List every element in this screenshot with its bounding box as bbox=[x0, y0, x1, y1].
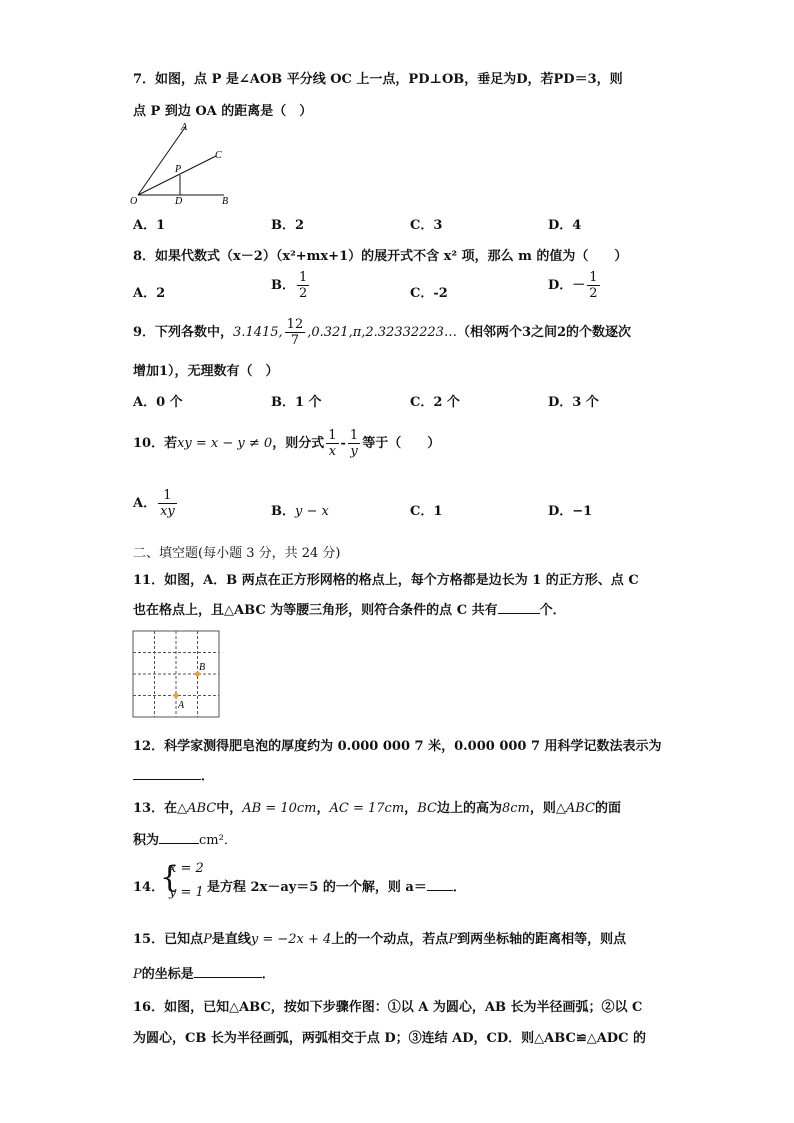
q13-bc: BC bbox=[417, 801, 437, 816]
q14-brace: { bbox=[160, 860, 180, 895]
q9-option-c: C．2 个 bbox=[410, 395, 460, 410]
q12-line1: 12．科学家测得肥皂泡的厚度约为 0.000 000 7 米，0.000 000 7 用科学记数法表示为 bbox=[133, 739, 662, 754]
q11-label-b: B bbox=[199, 662, 206, 673]
q13-mid2: 边上的高为 bbox=[436, 801, 502, 816]
q10-condition: xy = x − y ≠ 0 bbox=[177, 436, 273, 451]
q15-line2-text: 的坐标是 bbox=[141, 967, 194, 982]
q10-option-d: D．−1 bbox=[548, 504, 593, 519]
q14-line bbox=[207, 876, 466, 895]
q10-option-a-den: xy bbox=[160, 504, 175, 519]
q13-line1 bbox=[133, 797, 621, 816]
q15-point-p: P bbox=[203, 932, 212, 947]
q8-option-a: A．2 bbox=[133, 286, 166, 301]
q8-option-d bbox=[548, 270, 602, 301]
q7-label-a: A bbox=[181, 122, 188, 133]
q9-prefix: 9．下列各数中， bbox=[133, 325, 234, 340]
q11-line2 bbox=[133, 599, 566, 618]
q11-label-a: A bbox=[178, 700, 185, 711]
q13-prefix: 13．在 bbox=[133, 801, 178, 816]
q15-mid2: 上的一个动点，若点 bbox=[331, 932, 449, 947]
q10-option-a-num: 1 bbox=[158, 488, 177, 504]
q12-answer-blank bbox=[133, 779, 201, 780]
q8-option-d-den: 2 bbox=[589, 286, 598, 301]
q15-answer-blank bbox=[194, 977, 262, 978]
q10-fraction-1 bbox=[326, 428, 338, 459]
q9-rest: ,0.321,π,2.32332223… bbox=[307, 325, 457, 340]
q8-option-d-label: D．－ bbox=[548, 278, 586, 293]
q15-line2-end: ． bbox=[261, 967, 275, 982]
q15-line-equation: y = −2x + 4 bbox=[250, 932, 332, 947]
q11-point-a bbox=[174, 693, 179, 698]
q13-unit: cm²． bbox=[199, 833, 237, 848]
q13-ac: AC = 17cm bbox=[329, 801, 405, 816]
q9-line2: 增加1），无理数有（ ） bbox=[133, 364, 279, 379]
q7-label-o: O bbox=[130, 196, 138, 207]
q10-option-b-expr: y − x bbox=[295, 504, 329, 519]
q10-option-b bbox=[271, 500, 329, 519]
q14-answer-blank bbox=[427, 890, 453, 891]
q15-point-p-3: P bbox=[133, 967, 142, 982]
q11-answer-blank bbox=[498, 613, 540, 614]
q10-prefix: 10．若 bbox=[133, 436, 178, 451]
q13-mid3: ，则 bbox=[529, 801, 556, 816]
q9-suffix: （相邻两个3之间2的个数逐次 bbox=[456, 325, 632, 340]
q9-frac-num: 12 bbox=[286, 317, 304, 332]
q10-mid: ，则分式 bbox=[272, 436, 325, 451]
q13-triangle: △ABC bbox=[177, 801, 217, 816]
q8-option-c: C．-2 bbox=[410, 286, 448, 301]
section-2-heading: 二、填空题(每小题 3 分，共 24 分) bbox=[133, 546, 341, 561]
q11-line2-end: 个． bbox=[539, 603, 566, 618]
q7-option-a: A．1 bbox=[133, 218, 166, 233]
q9-fraction bbox=[285, 317, 306, 348]
q11-grid-figure bbox=[132, 630, 222, 720]
q10-f2-den: y bbox=[350, 444, 358, 459]
q9-line1 bbox=[133, 317, 631, 348]
q7-figure bbox=[128, 120, 248, 208]
q10-option-b-label: B． bbox=[271, 504, 295, 519]
q15-mid3: 到两坐标轴的距离相等，则点 bbox=[457, 932, 627, 947]
q8-option-b bbox=[271, 270, 311, 301]
q7-label-c: C bbox=[215, 150, 222, 161]
q7-line2: 点 P 到边 OA 的距离是（ ） bbox=[133, 104, 313, 119]
q8-option-d-num: 1 bbox=[589, 270, 598, 285]
q16-line1: 16．如图，已知△ABC，按如下步骤作图：①以 A 为圆心，AB 长为半径画弧；②以 C bbox=[133, 1000, 643, 1015]
q14-end: ． bbox=[452, 880, 466, 895]
q8-option-b-num: 1 bbox=[299, 270, 308, 285]
q13-ab: AB = 10cm bbox=[242, 801, 317, 816]
q10-option-a-label: A． bbox=[133, 496, 157, 511]
q9-option-d: D．3 个 bbox=[548, 395, 599, 410]
q11-line1: 11．如图，A．B 两点在正方形网格的格点上，每个方格都是边长为 1 的正方形、点 C bbox=[133, 573, 639, 588]
q13-mid1: 中， bbox=[216, 801, 243, 816]
q9-option-a: A．0 个 bbox=[133, 395, 183, 410]
q15-prefix: 15．已知点 bbox=[133, 932, 204, 947]
q10-minus: - bbox=[340, 436, 346, 451]
q10-option-a-fraction bbox=[158, 488, 177, 519]
q14-prefix: 14． bbox=[133, 880, 165, 895]
q10-f2-num: 1 bbox=[349, 428, 359, 443]
q7-option-c: C．3 bbox=[410, 218, 443, 233]
q13-end: 的面 bbox=[595, 801, 622, 816]
q8-option-b-fraction bbox=[297, 270, 309, 301]
q13-line2-text: 积为 bbox=[133, 833, 160, 848]
q15-line1 bbox=[133, 928, 626, 947]
q8-option-b-den: 2 bbox=[299, 286, 308, 301]
q14-equation-1: x = 2 bbox=[169, 861, 204, 876]
q15-line2 bbox=[133, 963, 275, 982]
q13-height: 8cm bbox=[501, 801, 530, 816]
q16-line2: 为圆心，CB 长为半径画弧，两弧相交于点 D；③连结 AD，CD．则△ABC≌△ADC 的 bbox=[133, 1031, 646, 1046]
q14-equation-2: y = 1 bbox=[169, 885, 204, 900]
q10-option-c: C．1 bbox=[410, 504, 443, 519]
q11-line2-text: 也在格点上，且△ABC 为等腰三角形，则符合条件的点 C 共有 bbox=[133, 603, 498, 618]
q13-sep1: ， bbox=[316, 801, 330, 816]
q13-answer-blank bbox=[159, 843, 199, 844]
q15-point-p-2: P bbox=[448, 932, 458, 947]
q7-label-d: D bbox=[175, 196, 183, 207]
q15-mid1: 是直线 bbox=[211, 932, 251, 947]
q9-n1: 3.1415, bbox=[233, 325, 283, 340]
q14-suffix: 是方程 2x－ay＝5 的一个解，则 a＝ bbox=[207, 880, 427, 895]
q8-option-d-fraction bbox=[587, 270, 599, 301]
q9-frac-den: 7 bbox=[290, 333, 300, 348]
q10-f1-num: 1 bbox=[328, 428, 337, 443]
q10-f1-den: x bbox=[328, 444, 337, 459]
q10-fraction-2 bbox=[348, 428, 360, 459]
q7-option-d: D．4 bbox=[548, 218, 582, 233]
q9-option-b: B．1 个 bbox=[271, 395, 322, 410]
q13-sep2: ， bbox=[404, 801, 418, 816]
q10-option-a bbox=[133, 488, 179, 519]
q12-line2 bbox=[133, 765, 214, 784]
q10-stem bbox=[133, 428, 440, 459]
q13-line2 bbox=[133, 829, 237, 848]
q7-label-p: P bbox=[175, 164, 182, 175]
q8-stem: 8．如果代数式（x－2）（x²+mx+1）的展开式不含 x² 项，那么 m 的值为（ ） bbox=[133, 249, 628, 264]
q10-suffix: 等于（ ） bbox=[362, 436, 441, 451]
q7-option-b: B．2 bbox=[271, 218, 305, 233]
q12-line2-end: ． bbox=[201, 769, 215, 784]
q8-option-b-label: B． bbox=[271, 278, 295, 293]
q7-line1: 7．如图，点 P 是∠AOB 平分线 OC 上一点，PD⊥OB，垂足为D，若PD＝3，则 bbox=[133, 72, 623, 87]
q7-label-b: B bbox=[222, 196, 229, 207]
q13-triangle-2: △ABC bbox=[555, 801, 595, 816]
